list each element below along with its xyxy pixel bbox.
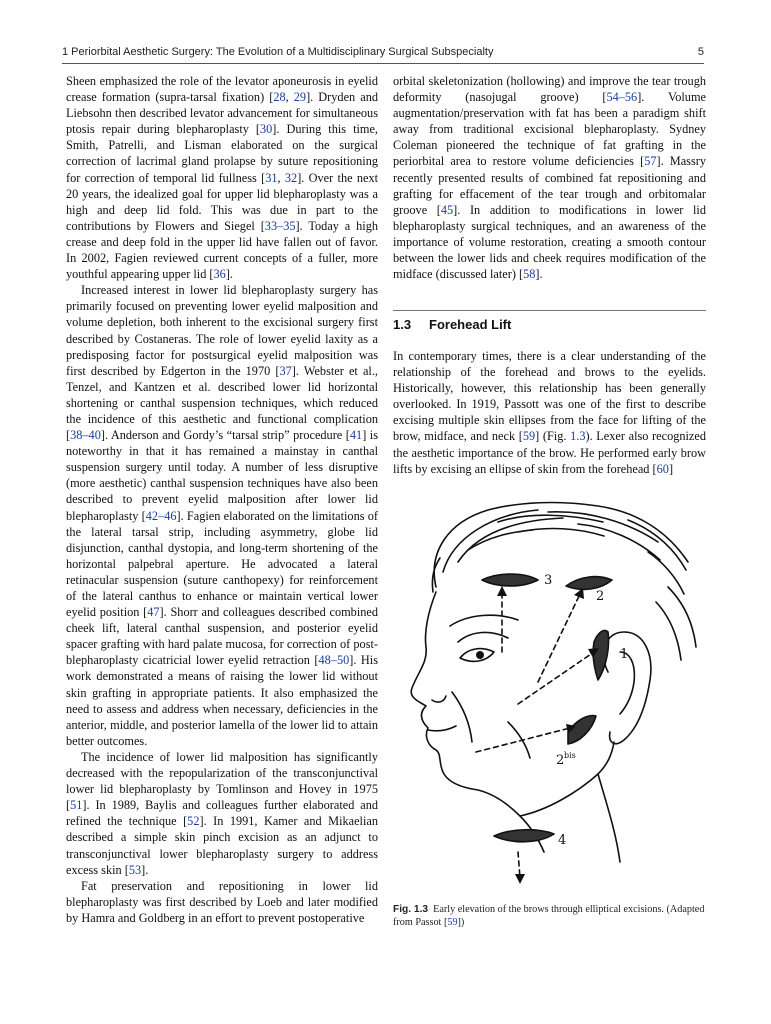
- citation-link[interactable]: 33–35: [264, 218, 296, 233]
- hair-strokes: [432, 503, 696, 660]
- figure-1-3: [398, 492, 706, 892]
- paragraph-text: ]. In 1991, Kamer and Mikaelian described a simple skin pinch excision as an adjunct to transconjunctival lower blepharoplasty surgery to address excess skin [: [66, 814, 378, 877]
- paragraph-text: ). Lexer also recognized the aesthetic importance of the brow. He performed early brow lifts by excising an ellipse of skin from the forehead [: [393, 429, 706, 476]
- citation-link[interactable]: 45: [440, 202, 454, 217]
- right-column-section: [393, 348, 706, 477]
- citation-link[interactable]: 36: [213, 267, 226, 282]
- label-3: 3: [544, 573, 553, 588]
- citation-link[interactable]: 54–56: [606, 90, 638, 105]
- left-column: [66, 73, 378, 926]
- caption-ref-link[interactable]: 59: [447, 917, 458, 928]
- paragraph-text: ]. Shorr and colleagues described combined cheek lift, lateral canthal suspension, and posterior eyelid spacer grafting with hard palate mucosa, for correction of post-blepharoplasty cicatricial lower eyelid retraction [: [66, 605, 378, 668]
- face-illustration: [398, 492, 706, 892]
- citation-link[interactable]: 53: [128, 862, 142, 877]
- paragraph-text: ]. Webster et al., Tenzel, and Kantzen et al. described lower lid horizontal shortening or canthal suspension techniques, which reduced the incidence of this aesthetic and functional complication [: [66, 363, 378, 443]
- paragraph-text: ]. In addition to modifications in lower lid blepharoplasty surgical techniques, and an awareness of the importance of volume restoration, creating a smooth contour between the lower lids and cheek requires modification of the midface (discussed later) [: [393, 202, 706, 282]
- paragraph-text: The incidence of lower lid malposition has significantly decreased with the repopularization of the transconjunctival lower lid blepharoplasty by Tomlinson and Hovey in 1975 [: [66, 749, 378, 813]
- paragraph-text: ]. In 1989, Baylis and colleagues further elaborated and refined the technique [: [66, 798, 378, 829]
- paragraph-text: ]: [668, 461, 674, 476]
- citation-link[interactable]: 30: [259, 122, 273, 137]
- face-profile: [411, 592, 544, 852]
- paragraph-text: Increased interest in lower lid blepharoplasty surgery has primarily focused on preventing lower eyelid malposition and volume depletion, both inherent to the excisional surgery first described by Costaneras. The role of lower eyelid laxity as a predisposing factor for postsurgical eyelid malposition was first described by Edgerton in the 1970 [: [66, 283, 378, 378]
- citation-link[interactable]: 47: [147, 605, 160, 620]
- label-2: 2: [596, 589, 605, 604]
- paragraph-text: ]. Volume augmentation/preservation with fat has been a paradigm shift away from traditional excisional blepharoplasty. Sydney Coleman pioneered the technique of fat grafting in the periorbital area to restore volume deficiencies [: [393, 90, 706, 169]
- paragraph-text: ]. Massry recently presented results of combined fat repositioning and grafting for effacement of the tear trough and orbitomalar groove [: [393, 154, 706, 217]
- paragraph-text: ]. Dryden and Liebsohn then described levator advancement for simultaneous ptosis repair during blepharoplasty [: [66, 90, 378, 137]
- citation-link[interactable]: 59: [522, 429, 536, 444]
- paragraph-text: ]. His work demonstrated a means of raising the lower lid without skin grafting in appropriate patients. It also emphasized the need to assess and address when necessary, deficiencies in the anterior, middle, and posterior lamella of the lower lid to attain better outcomes.: [66, 653, 378, 748]
- paragraph-text: Fat preservation and repositioning in lower lid blepharoplasty was first described by Loeb and later modified by Hamra and Goldberg in an effort to prevent postoperative: [66, 878, 378, 925]
- label-bis: bis: [564, 751, 576, 760]
- paragraph-text: ]. Today a high crease and deep fold in the upper lid have fallen out of favor. In 2002, Fagien reviewed current concepts of a fuller, more youthful appearing upper lid [: [66, 218, 379, 282]
- label-1: 1: [620, 647, 629, 662]
- citation-link[interactable]: 48–50: [318, 653, 350, 668]
- paragraph-text: ] (Fig.: [535, 429, 571, 444]
- citation-link[interactable]: 51: [70, 798, 83, 813]
- running-header-title: 1 Periorbital Aesthetic Surgery: The Evolution of a Multidisciplinary Surgical Subspecialty: [62, 46, 494, 58]
- paragraph: [66, 73, 378, 282]
- paragraph-text: ]. Anderson and Gordy’s “tarsal strip” procedure [: [100, 428, 350, 443]
- header-rule: [62, 63, 704, 64]
- paragraph: [66, 878, 378, 926]
- paragraph-text: Sheen emphasized the role of the levator aponeurosis in eyelid crease formation (supra-tarsal fixation) [: [66, 74, 378, 105]
- paragraph-text: ]. Over the next 20 years, the idealized goal for upper lid blepharoplasty was a high and deep lid fold. This was due in part to the contributions by Flowers and Siegel [: [66, 170, 379, 233]
- paragraph-text: In contemporary times, there is a clear understanding of the relationship of the forehead and brows to the eyelids. Historically, however, this relationship has been generally overlooked. In 1919, Passott was one of the first to describe excising multiple skin ellipses from the face for lifting of the brow, midface, and neck [: [393, 349, 706, 444]
- label-2bis: 2: [556, 753, 565, 768]
- citation-link[interactable]: 31: [265, 170, 278, 185]
- caption-text-before: Early elevation of the brows through elliptical excisions. (Adapted from Passot [: [393, 904, 705, 928]
- caption-label: Fig. 1.3: [393, 904, 429, 915]
- paragraph: [393, 73, 706, 282]
- figure-caption: [393, 903, 706, 929]
- citation-link[interactable]: 32: [284, 170, 298, 185]
- brow: [450, 615, 518, 626]
- citation-link[interactable]: 57: [644, 154, 657, 169]
- excision-ellipse-3: [482, 574, 538, 586]
- page-number: 5: [697, 46, 704, 58]
- citation-link[interactable]: 28: [273, 90, 286, 105]
- excision-ellipse-2: [566, 577, 612, 590]
- section-number: 1.3: [393, 317, 412, 332]
- neck-line: [598, 774, 620, 862]
- caption-text-after: ]): [457, 917, 465, 928]
- citation-link[interactable]: 60: [656, 461, 669, 476]
- paragraph-text: ]. Fagien elaborated on the limitations of the lateral tarsal strip, including asymmetry, globe lid disjunction, canthal dystopia, and long-term shortening of the horizontal palpebral aperture. He advocated a lateral retinacular suspension (suture canthopexy) for reinforcement of the lateral canthus to enhance or maintain vertical lower eyelid position [: [66, 508, 378, 620]
- running-header: [62, 44, 704, 62]
- section-heading: [393, 317, 706, 332]
- label-4: 4: [558, 833, 567, 848]
- section-rule: [393, 310, 706, 311]
- mouth: [428, 726, 456, 731]
- paragraph-text: ].: [535, 267, 543, 282]
- right-column-top: [393, 73, 706, 282]
- paragraph: [66, 282, 378, 749]
- citation-link[interactable]: 38–40: [70, 428, 101, 443]
- paragraph-text: ,: [285, 90, 294, 105]
- citation-link[interactable]: 52: [187, 814, 200, 829]
- paragraph-text: ,: [277, 170, 285, 185]
- citation-link[interactable]: 42–46: [145, 508, 177, 523]
- paragraph-text: ].: [141, 862, 149, 877]
- paragraph-text: ].: [225, 267, 233, 282]
- paragraph-text: ] is noteworthy in that it has remained a mainstay in canthal suspension surgery until today. A number of less disruptive (more aesthetic) canthal suspension techniques have also been described to prevent eyelid malposition after lower lid blepharoplasty [: [66, 428, 379, 523]
- citation-link[interactable]: 37: [279, 363, 292, 378]
- citation-link[interactable]: 41: [349, 428, 363, 443]
- section-title: Forehead Lift: [429, 317, 512, 332]
- paragraph: [66, 749, 378, 878]
- paragraph-text: orbital skeletonization (hollowing) and improve the tear trough deformity (nasojugal groove) [: [393, 74, 706, 105]
- citation-link[interactable]: 29: [293, 90, 307, 105]
- excision-ellipse-1: [593, 630, 608, 680]
- paragraph: [393, 348, 706, 477]
- excision-ellipse-2bis: [568, 716, 596, 744]
- citation-link[interactable]: 1.3: [570, 429, 586, 444]
- excision-ellipse-4: [494, 830, 554, 842]
- citation-link[interactable]: 58: [523, 267, 536, 282]
- paragraph-text: ]. During this time, Smith, Patrelli, and Lisman elaborated on the surgical correction of lacrimal gland prolapse by suture repositioning for correction of temporal lid fullness [: [66, 122, 378, 185]
